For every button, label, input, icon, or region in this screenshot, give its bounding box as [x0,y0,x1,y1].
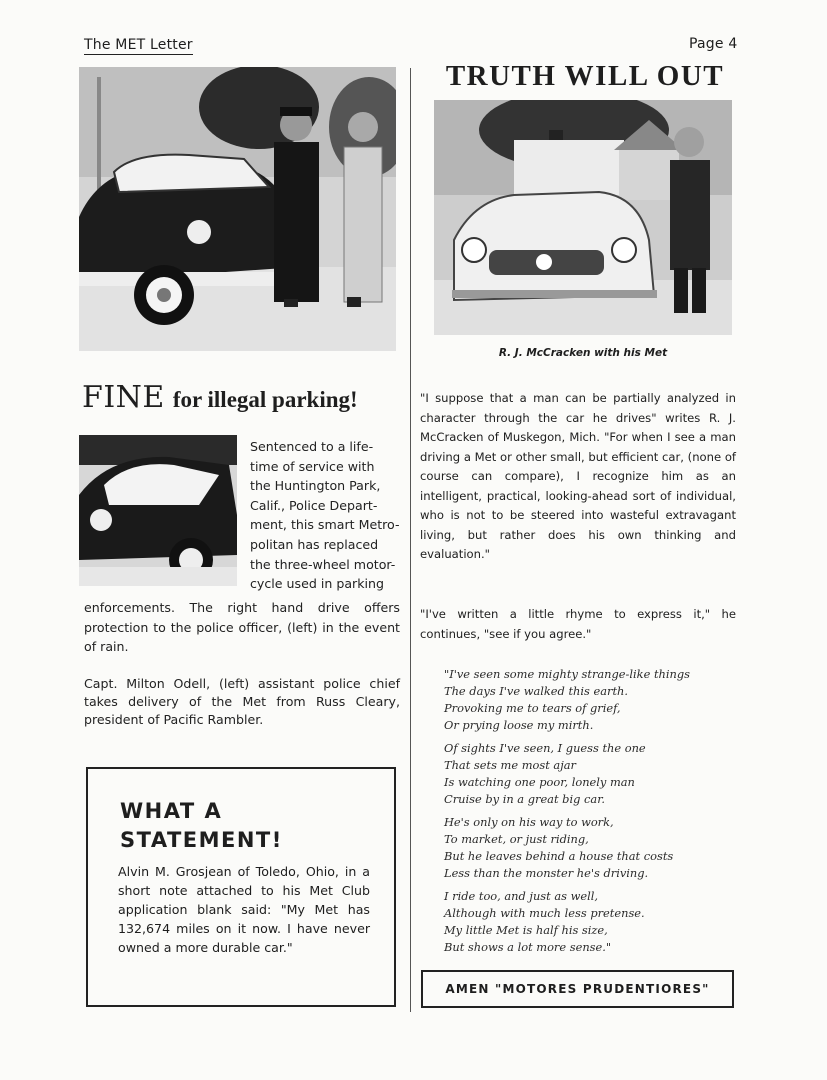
text-line: ment, this smart Metro- [250,517,400,533]
poem-line: Provoking me to tears of grief, [444,701,621,715]
fine-article-caption: Capt. Milton Odell, (left) assistant police chief takes delivery of the Met from Russ Cleary, president of Pacific Rambler. [84,676,400,727]
truth-will-out-heading: TRUTH WILL OUT [445,60,725,92]
poem-line: I ride too, and just as well, [444,889,599,903]
amen-text: AMEN "MOTORES PRUDENTIORES" [445,982,710,996]
poem-line: Cruise by in a great big car. [444,792,606,806]
poem-line: Of sights I've seen, I guess the one [444,741,646,755]
mccracken-photo [434,100,732,335]
mccracken-paragraph: "I suppose that a man can be partially analyzed in character through the car he drives" writes R. J. McCracken of Muskegon, Mich. "For when I see a man driving a Met or other small, but efficient car, (none of course can compare), I recognize him as an intelligent, practical, looking-ahead sort of individual, who is not to be steered into wasteful extravagant living, but rather does his own thinking and evaluation." [420,391,736,561]
poem-line: Less than the monster he's driving. [444,866,649,880]
photo-caption: R. J. McCracken with his Met [498,347,668,359]
fine-heading [82,380,358,415]
police-car-photo [79,67,396,351]
rhyme-intro-paragraph: "I've written a little rhyme to express it," he continues, "see if you agree." [420,607,736,641]
poem-line: That sets me most ajar [444,758,576,772]
poem-line: My little Met is half his size, [444,923,608,937]
metropolitan-side-photo [79,435,237,586]
fine-article-narrow-text [250,437,400,594]
fine-heading-small: for illegal parking! [172,387,358,412]
column-divider [410,68,411,1012]
fine-heading-big: FINE [82,380,165,415]
page-number: Page 4 [689,36,738,52]
amen-box [421,970,734,1008]
poem-line: But he leaves behind a house that costs [444,849,674,863]
text-line: Sentenced to a life- [250,439,374,454]
poem-stanza [444,814,690,882]
text-line: Calif., Police Depart- [250,497,378,513]
text-line: the Huntington Park, [250,478,381,494]
poem-line: Or prying loose my mirth. [444,718,594,732]
poem-line: He's only on his way to work, [444,815,614,829]
text-line: politan has replaced [250,536,379,552]
text-line: time of service with [250,458,375,474]
poem-stanza [444,888,690,956]
poem-line: The days I've walked this earth. [444,684,628,698]
text-line: cycle used in parking [250,576,384,592]
poem-line: Is watching one poor, lonely man [444,775,635,789]
statement-title: WHAT A STATEMENT! [120,799,283,852]
poem-stanza [444,666,690,734]
poem-line: But shows a lot more sense." [444,940,612,954]
statement-box [86,767,396,1007]
statement-body: Alvin M. Grosjean of Toledo, Ohio, in a short note attached to his Met Club application blank said: "My Met has 132,674 miles on it now. I have never owned a more durable car." [118,864,370,955]
newsletter-title: The MET Letter [84,37,193,53]
text-line: the three-wheel motor- [250,556,396,572]
poem-line: To market, or just riding, [444,832,589,846]
poem-line: "I've seen some mighty strange-like things [444,667,690,681]
poem-line: Although with much less pretense. [444,906,645,920]
poem-stanza [444,740,690,808]
fine-article-continuation: enforcements. The right hand drive offers protection to the police officer, (left) in the event of rain. [84,600,400,655]
poem [444,666,690,962]
